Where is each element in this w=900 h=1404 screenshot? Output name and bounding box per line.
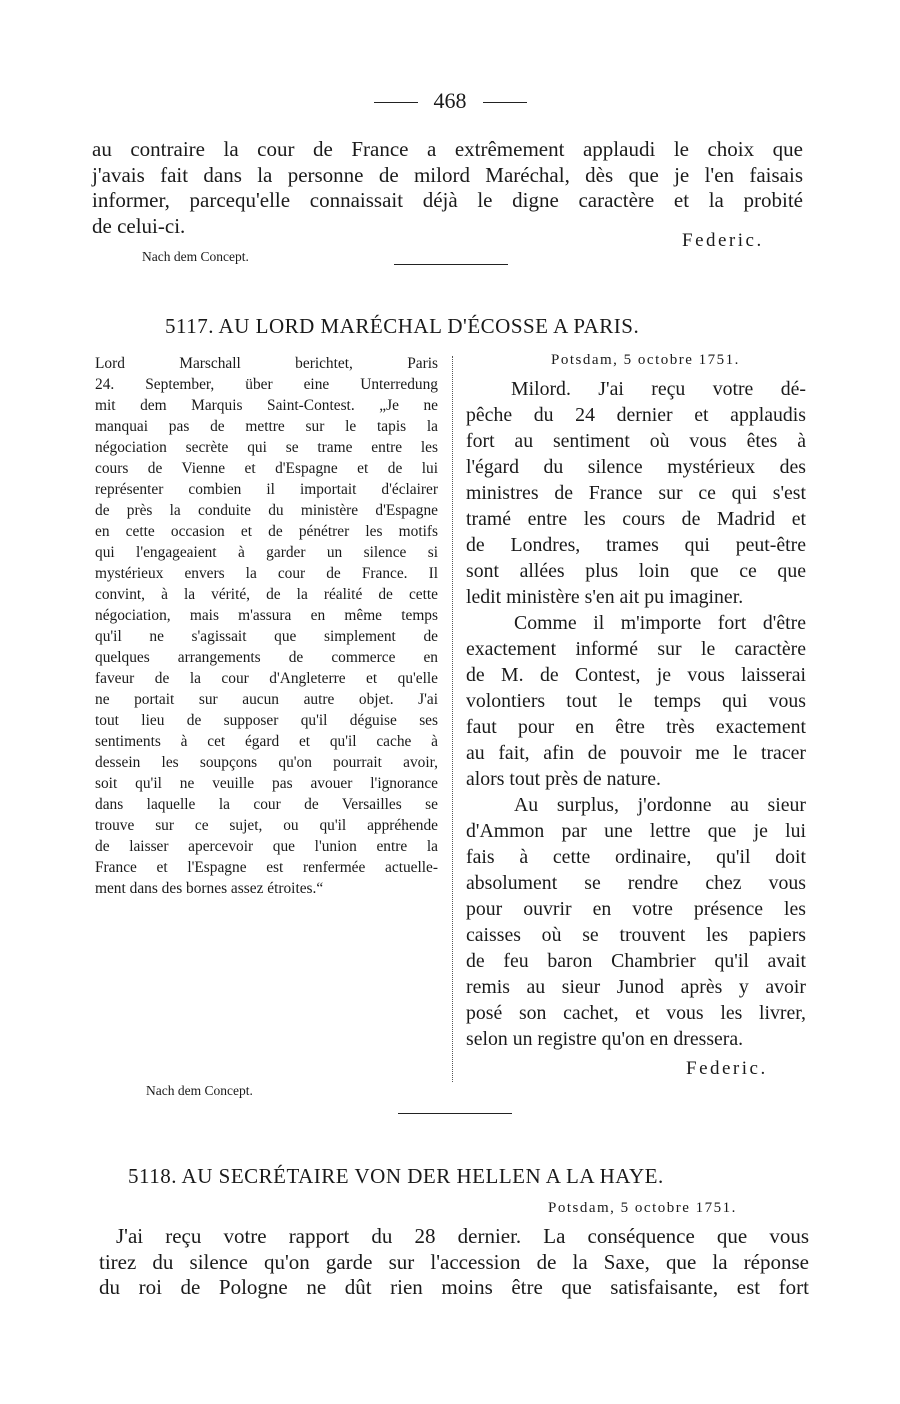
column-separator	[452, 356, 453, 1082]
page-number-dash-right	[483, 102, 527, 103]
summary-line: soit qu'il ne veuille pas avouer l'ignorance	[95, 775, 438, 792]
body-line: au fait, afin de pouvoir me le tracer	[466, 742, 806, 764]
summary-line: qui l'engageaient à garder un silence si	[95, 544, 438, 561]
summary-line: négociation secrète qui se trame entre les	[95, 439, 438, 456]
body-line: fais à cette ordinaire, qu'il doit	[466, 846, 806, 868]
letter-5117-source-note: Nach dem Concept.	[146, 1083, 253, 1098]
body-line: J'ai reçu votre rapport du 28 dernier. La conséquence que vous	[116, 1224, 809, 1248]
letter-5117-body	[466, 376, 806, 1052]
body-line: l'égard du silence mystérieux des	[466, 456, 806, 478]
body-line: pour ouvrir en votre présence les	[466, 898, 806, 920]
letter-5118-dateline: Potsdam, 5 octobre 1751.	[548, 1200, 737, 1216]
body-line: Comme il m'importe fort d'être	[514, 612, 806, 634]
summary-line: négociation, mais m'assura en même temps	[95, 607, 438, 624]
body-line: du roi de Pologne ne dût rien moins être que satisfaisante, est fort	[99, 1275, 809, 1299]
page-number-line	[0, 88, 900, 114]
summary-line: dessein les soupçons qu'on pourrait avoir,	[95, 754, 438, 771]
body-line: sont allées plus loin que ce que	[466, 560, 806, 582]
body-line: caisses où se trouvent les papiers	[466, 924, 806, 946]
summary-line: représenter combien il importait d'éclairer	[95, 481, 438, 498]
intro-line: au contraire la cour de France a extrêmement applaudi le choix que	[92, 137, 803, 161]
summary-line: faveur de la cour d'Angleterre et qu'elle	[95, 670, 438, 687]
summary-line: convint, à la vérité, de la réalité de cette	[95, 586, 438, 603]
body-line: de M. de Contest, je vous laisserai	[466, 664, 806, 686]
summary-line: de près la conduite du ministère d'Espagne	[95, 502, 438, 519]
summary-line: Lord Marschall berichtet, Paris	[95, 355, 438, 372]
intro-signature: Federic.	[682, 230, 764, 251]
body-line: ministres de France sur ce qui s'est	[466, 482, 806, 504]
letter-5117-heading: 5117. AU LORD MARÉCHAL D'ÉCOSSE A PARIS.	[165, 314, 640, 338]
body-line: tramé entre les cours de Madrid et	[466, 508, 806, 530]
page-number: 468	[433, 88, 467, 113]
summary-line: quelques arrangements de commerce en	[95, 649, 438, 666]
body-line: exactement informé sur le caractère	[466, 638, 806, 660]
body-line: tirez du silence qu'on garde sur l'accession de la Saxe, que la réponse	[99, 1249, 809, 1274]
summary-line: dans laquelle la cour de Versailles se	[95, 796, 438, 813]
summary-line: mit dem Marquis Saint-Contest. „Je ne	[95, 397, 438, 414]
summary-line: tout lieu de supposer qu'il déguise ses	[95, 712, 438, 729]
intro-paragraph	[92, 137, 803, 239]
letter-5117-summary	[95, 353, 438, 899]
body-line: ledit ministère s'en ait pu imaginer.	[466, 586, 744, 608]
summary-line: ne portait sur aucun autre objet. J'ai	[95, 691, 438, 708]
body-line: de feu baron Chambrier qu'il avait	[466, 950, 806, 972]
body-line: Au surplus, j'ordonne au sieur	[514, 794, 806, 816]
summary-line: de laisser apercevoir que l'union entre la	[95, 838, 438, 855]
letter-5117-signature: Federic.	[686, 1058, 768, 1079]
body-line: Milord. J'ai reçu votre dé-	[511, 378, 806, 400]
body-line: selon un registre qu'on en dressera.	[466, 1028, 744, 1050]
body-line: faut pour en être très exactement	[466, 716, 806, 738]
summary-line: trouve sur ce sujet, ou qu'il appréhende	[95, 817, 438, 834]
summary-line: France et l'Espagne est renfermée actuelle-	[95, 859, 438, 876]
summary-line: sentiments à cet égard et qu'il cache à	[95, 733, 438, 750]
summary-line: en cette occasion et de pénétrer les motifs	[95, 523, 438, 540]
section-divider	[394, 264, 508, 265]
body-line: de Londres, trames qui peut-être	[466, 534, 806, 556]
summary-line: qu'il ne s'agissait que simplement de	[95, 628, 438, 645]
summary-line: ment dans des bornes assez étroites.“	[95, 880, 324, 897]
body-line: absolument se rendre chez vous	[466, 872, 806, 894]
intro-line: informer, parcequ'elle connaissait déjà le digne caractère et la probité	[92, 188, 803, 212]
summary-line: cours de Vienne et d'Espagne et de lui	[95, 460, 438, 477]
page-number-dash-left	[374, 102, 418, 103]
summary-line: 24. September, über eine Unterredung	[95, 376, 438, 393]
body-line: volontiers tout le temps qui vous	[466, 690, 806, 712]
body-line: fort au sentiment où vous êtes à	[466, 430, 806, 452]
summary-line: mystérieux envers la cour de France. Il	[95, 565, 438, 582]
intro-line: j'avais fait dans la personne de milord Maréchal, dès que je l'en faisais	[92, 162, 803, 187]
letter-5117-dateline: Potsdam, 5 octobre 1751.	[551, 352, 740, 368]
summary-line: manquai pas de mettre sur le tapis la	[95, 418, 438, 435]
intro-source-note: Nach dem Concept.	[142, 249, 249, 264]
body-line: remis au sieur Junod après y avoir	[466, 976, 806, 998]
section-divider	[398, 1113, 512, 1114]
body-line: pêche du 24 dernier et applaudis	[466, 404, 806, 426]
body-line: posé son cachet, et vous les livrer,	[466, 1002, 806, 1024]
letter-5118-body	[99, 1224, 809, 1301]
body-line: d'Ammon par une lettre que je lui	[466, 820, 806, 842]
body-line: alors tout près de nature.	[466, 768, 662, 790]
letter-5118-heading: 5118. AU SECRÉTAIRE VON DER HELLEN A LA HAYE.	[128, 1164, 664, 1188]
intro-line: de celui-ci.	[92, 213, 186, 238]
